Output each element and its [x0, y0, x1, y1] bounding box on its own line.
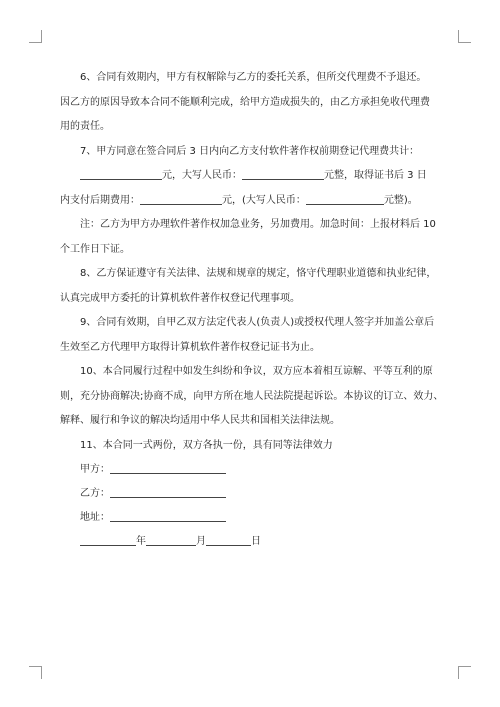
- date-line: [60, 530, 445, 554]
- month-blank[interactable]: [146, 534, 196, 546]
- clause-7-text-b: 元整，取得证书后 3 日: [324, 170, 427, 181]
- note-line-1: 注：乙方为甲方办理软件著作权加急业务，另加费用。加急时间：上报材料后 10: [80, 219, 436, 230]
- month-label: 月: [196, 536, 206, 547]
- later-fee-words-blank[interactable]: [306, 193, 384, 205]
- initial-fee-words-blank[interactable]: [242, 168, 324, 180]
- day-blank[interactable]: [206, 534, 251, 546]
- day-label: 日: [251, 536, 261, 547]
- party-a-line: [60, 458, 445, 482]
- clause-11: 11、本合同一式两份，双方各执一份，具有同等法律效力: [80, 439, 333, 451]
- crop-mark-bottom-left: [29, 666, 42, 679]
- clause-8-line-1: 8、乙方保证遵守有关法律、法规和规章的规定，恪守代理职业道德和执业纪律，: [80, 268, 437, 279]
- later-fee-amount-blank[interactable]: [140, 193, 222, 205]
- clause-7-line-3: [60, 189, 445, 214]
- year-blank[interactable]: [80, 534, 136, 546]
- party-b-blank[interactable]: [110, 486, 226, 498]
- clause-9-line-2: 生效至乙方代理甲方取得计算机软件著作权登记证书为止。: [60, 341, 320, 353]
- clause-6-line-2: 因乙方的原因导致本合同不能顺利完成，给甲方造成损失的，由乙方承担免收代理费: [60, 96, 430, 108]
- clause-10-line-2: 则，充分协商解决;协商不成，向甲方所在地人民法院提起诉讼。本协议的订立、效力、: [60, 390, 444, 402]
- clause-8: [60, 262, 445, 311]
- clause-7: [60, 140, 445, 214]
- initial-fee-amount-blank[interactable]: [80, 168, 162, 180]
- clause-6: [60, 66, 445, 140]
- clause-7-text-c: 内支付后期费用：: [60, 194, 140, 206]
- address-label: 地址：: [80, 512, 110, 523]
- clause-7-line-1: 7、甲方同意在签合同后 3 日内向乙方支付软件著作权前期登记代理费共计：: [80, 145, 420, 157]
- clause-10: [60, 360, 445, 434]
- clause-7-text-d: 元，(大写人民币：: [222, 194, 306, 206]
- clause-10-line-1: 10、本合同履行过程中如发生纠纷和争议，双方应本着相互谅解、平等互利的原: [80, 366, 433, 377]
- clause-6-line-3: 用的责任。: [60, 121, 110, 132]
- clause-9-line-1: 9、合同有效期，自甲乙双方法定代表人(负责人)或授权代理人签字并加盖公章后: [80, 317, 435, 328]
- signature-block: [60, 458, 445, 554]
- year-label: 年: [136, 536, 146, 547]
- clause-8-line-2: 认真完成甲方委托的计算机软件著作权登记代理事项。: [60, 292, 300, 304]
- clause-7-line-2: [60, 164, 445, 189]
- party-b-label: 乙方：: [80, 488, 110, 499]
- address-line: [60, 506, 445, 530]
- crop-mark-top-left: [29, 30, 42, 43]
- clause-6-line-1: 6、合同有效期内，甲方有权解除与乙方的委托关系，但所交代理费不予退还。: [80, 72, 427, 83]
- note: [60, 213, 445, 262]
- party-a-blank[interactable]: [110, 462, 226, 474]
- crop-mark-top-right: [458, 30, 471, 43]
- clause-10-line-3: 解释、履行和争议的解决均适用中华人民共和国相关法律法规。: [60, 415, 340, 426]
- party-a-label: 甲方：: [80, 464, 110, 475]
- address-blank[interactable]: [110, 510, 226, 522]
- party-b-line: [60, 482, 445, 506]
- contract-page: [60, 66, 445, 554]
- note-line-2: 个工作日下证。: [60, 243, 130, 255]
- clause-9: [60, 311, 445, 360]
- clause-7-text-a: 元，大写人民币：: [162, 170, 242, 181]
- crop-mark-bottom-right: [458, 666, 471, 679]
- clause-7-text-e: 元整)。: [383, 194, 418, 206]
